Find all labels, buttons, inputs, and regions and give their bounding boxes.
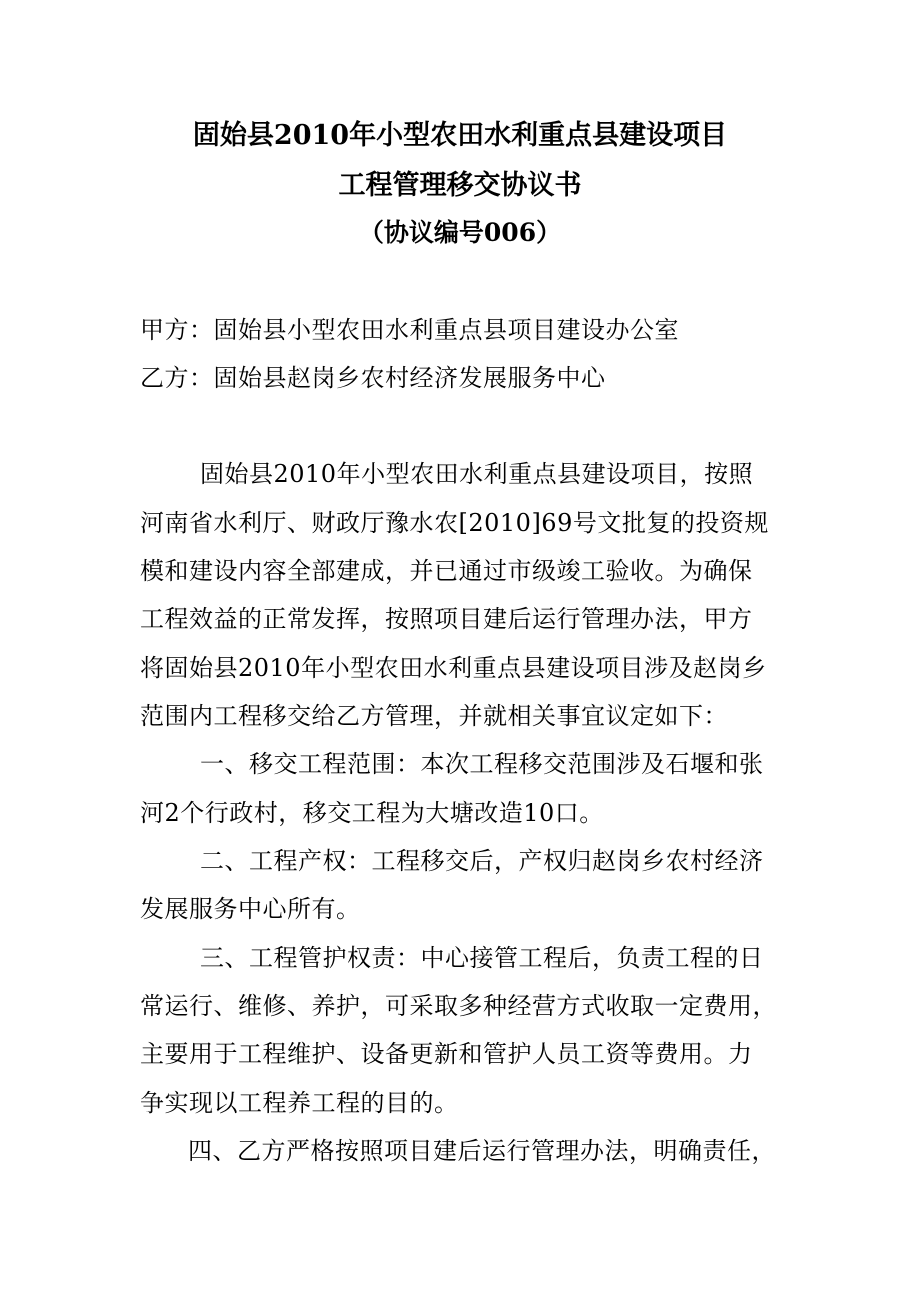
body-line: 范围内工程移交给乙方管理，并就相关事宜议定如下： <box>140 702 728 730</box>
body-line: 固始县2010年小型农田水利重点县建设项目，按照 <box>200 460 754 488</box>
document-title-line1: 固始县2010年小型农田水利重点县建设项目 <box>192 120 728 151</box>
document-title-line2: 工程管理移交协议书 <box>338 170 582 201</box>
body-line: 二、工程产权：工程移交后，产权归赵岗乡农村经济 <box>200 847 764 875</box>
body-line: 主要用于工程维护、设备更新和管护人员工资等费用。力 <box>140 1040 753 1068</box>
party-a: 甲方：固始县小型农田水利重点县项目建设办公室 <box>140 316 679 344</box>
body-line: 争实现以工程养工程的目的。 <box>140 1089 459 1117</box>
body-line: 河南省水利厅、财政厅豫水农[2010]69号文批复的投资规 <box>140 509 769 537</box>
body-line: 常运行、维修、养护，可采取多种经营方式收取一定费用， <box>140 992 777 1020</box>
body-line: 工程效益的正常发挥，按照项目建后运行管理办法，甲方 <box>140 605 753 633</box>
body-line: 模和建设内容全部建成，并已通过市级竣工验收。为确保 <box>140 557 753 585</box>
party-b: 乙方：固始县赵岗乡农村经济发展服务中心 <box>140 364 606 392</box>
agreement-number: （协议编号006） <box>358 218 562 247</box>
body-line: 将固始县2010年小型农田水利重点县建设项目涉及赵岗乡 <box>140 654 767 682</box>
body-line: 发展服务中心所有。 <box>140 895 361 923</box>
body-line: 一、移交工程范围：本次工程移交范围涉及石堰和张 <box>200 750 764 778</box>
body-line: 河2个行政村，移交工程为大塘改造10口。 <box>140 799 604 827</box>
body-line: 三、工程管护权责：中心接管工程后，负责工程的日 <box>200 944 764 972</box>
body-line: 四、乙方严格按照项目建后运行管理办法，明确责任， <box>188 1137 776 1165</box>
